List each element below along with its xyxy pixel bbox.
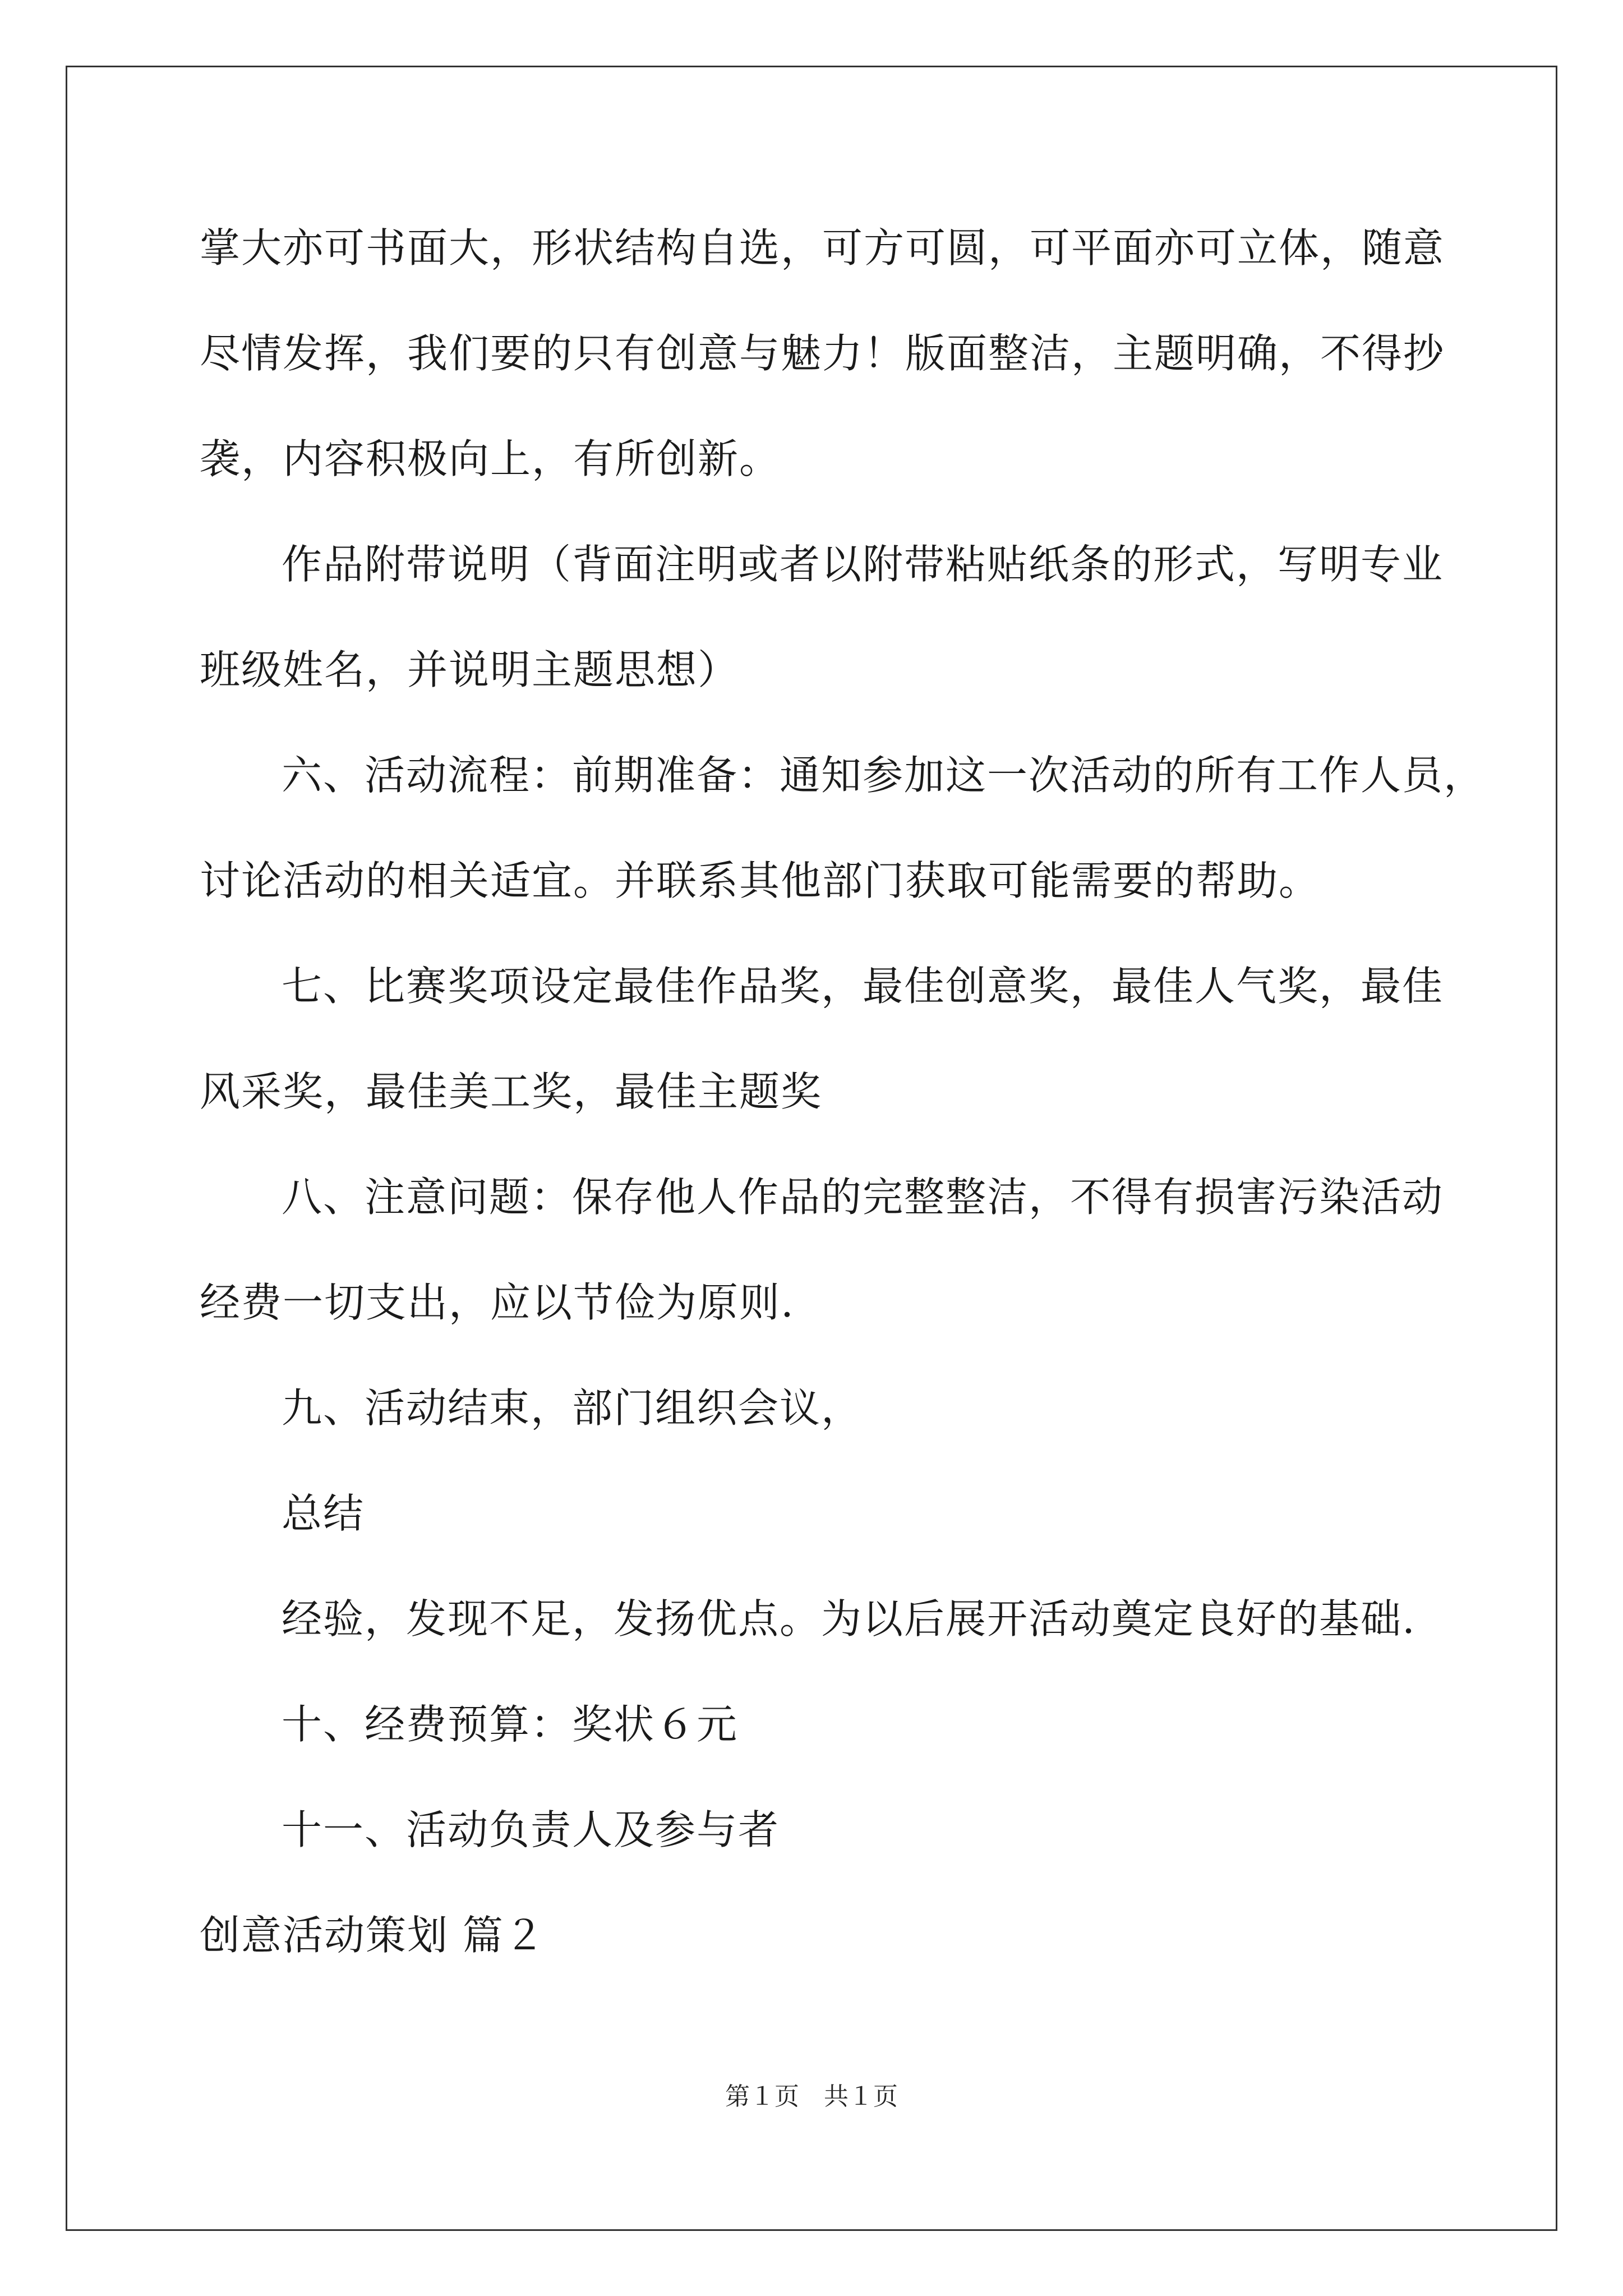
- paragraph-line: 经验，发现不足，发扬优点。为以后展开活动奠定良好的基础.: [282, 1595, 1416, 1642]
- section-line-budget: 十、经费预算：奖状６元: [282, 1701, 739, 1748]
- paragraph-line: 掌大亦可书面大，形状结构自选，可方可圆，可平面亦可立体，随意: [200, 224, 1445, 272]
- paragraph-line: 总结: [282, 1490, 365, 1537]
- paragraph-line: 袭，内容积极向上，有所创新。: [200, 435, 781, 482]
- paragraph-line: 作品附带说明（背面注明或者以附带粘贴纸条的形式，写明专业: [282, 541, 1444, 588]
- section-line-awards: 七、比赛奖项设定最佳作品奖，最佳创意奖，最佳人气奖，最佳: [282, 963, 1444, 1010]
- section-line-organizers: 十一、活动负责人及参与者: [282, 1806, 780, 1853]
- paragraph-line: 讨论活动的相关适宜。并联系其他部门获取可能需要的帮助。: [200, 857, 1321, 904]
- page-number: 第１页 共１页: [725, 2083, 898, 2110]
- section-line-activity-process: 六、活动流程：前期准备：通知参加这一次活动的所有工作人员，: [282, 752, 1486, 799]
- section-heading: 创意活动策划 篇２: [200, 1912, 546, 1959]
- section-line-notes: 八、注意问题：保存他人作品的完整整洁，不得有损害污染活动: [282, 1174, 1444, 1221]
- paragraph-line: 尽情发挥，我们要的只有创意与魅力！版面整洁，主题明确，不得抄: [200, 330, 1445, 377]
- paragraph-line: 班级姓名，并说明主题思想）: [200, 646, 740, 693]
- section-line-activity-end: 九、活动结束，部门组织会议，: [282, 1384, 863, 1432]
- paragraph-line: 经费一切支出，应以节俭为原则.: [200, 1279, 795, 1326]
- document-body: [200, 222, 1486, 1962]
- paragraph-line: 风采奖，最佳美工奖，最佳主题奖: [200, 1068, 823, 1115]
